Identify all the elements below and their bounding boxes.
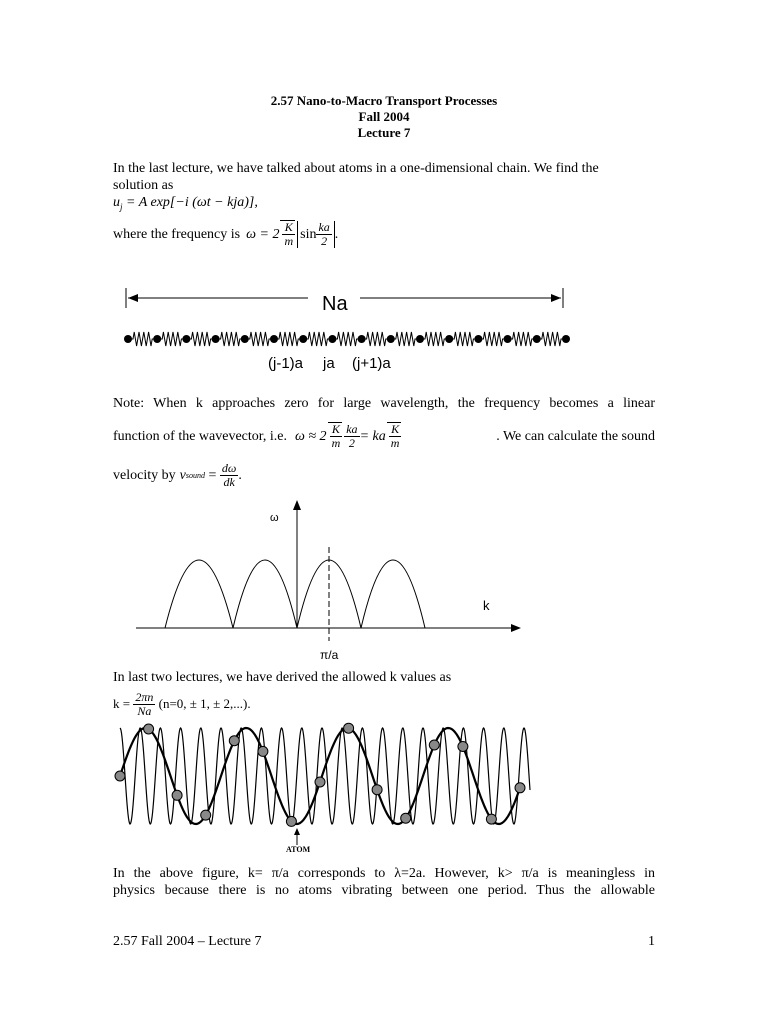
allowed-k-line: In last two lectures, we have derived the allowed k values as	[113, 670, 452, 685]
chain-atom	[124, 335, 132, 343]
spring	[420, 332, 449, 346]
dispersion-plot	[130, 495, 530, 665]
chain-atom	[358, 335, 366, 343]
approx-m2-den: m	[390, 436, 400, 450]
k-values-list: (n=0, ± 1, ± 2,...).	[155, 696, 251, 711]
spring	[128, 332, 157, 346]
note-line2-prefix: function of the wavevector, i.e.	[113, 428, 287, 444]
zone-boundary-label: π/a	[320, 648, 339, 662]
approx-k2-num: K	[389, 423, 402, 437]
chain-atom	[270, 335, 278, 343]
atom-marker	[258, 746, 268, 756]
spring	[362, 332, 391, 346]
short-wavelength-wave	[120, 728, 530, 824]
k-numerator: 2πn	[135, 689, 154, 704]
chain-atom	[504, 335, 512, 343]
pos-label-prev: (j-1)a	[268, 355, 304, 372]
chain-atom	[328, 335, 336, 343]
approx-m-den: m	[331, 436, 341, 450]
frequency-sqrt	[280, 220, 295, 248]
spring	[537, 332, 566, 346]
approx-eq-a: ω ≈ 2	[294, 428, 327, 444]
pos-label-current: ja	[323, 355, 335, 372]
solution-u: u	[113, 195, 120, 210]
atom-chain-diagram	[110, 285, 580, 375]
spring	[508, 332, 537, 346]
atom-marker	[229, 736, 239, 746]
allowed-k-equation	[113, 686, 251, 722]
note-line3-prefix: velocity by	[113, 467, 176, 483]
x-axis-arrow	[511, 624, 521, 632]
spring	[303, 332, 332, 346]
k-equals: k =	[113, 696, 134, 711]
note-line-2	[113, 416, 655, 456]
length-label: Na	[322, 293, 348, 315]
atom-label: ATOM	[286, 845, 311, 854]
atom-marker	[144, 724, 154, 734]
conclusion-line-2: physics because there is no atoms vibrating between one period. Thus the allowable	[113, 883, 655, 898]
frequency-prefix: where the frequency is	[113, 226, 241, 242]
v-subscript: sound	[185, 470, 205, 480]
atom-marker	[372, 785, 382, 795]
course-title: 2.57 Nano-to-Macro Transport Processes	[270, 93, 498, 108]
spring	[478, 332, 507, 346]
v-equals: =	[204, 467, 220, 483]
freq-ka-num: ka	[318, 219, 330, 234]
freq-m-den: m	[284, 234, 294, 248]
chain-atom	[153, 335, 161, 343]
chain-atom	[241, 335, 249, 343]
lecture-label: Lecture 7	[357, 125, 411, 140]
spring	[157, 332, 186, 346]
chain-atom	[182, 335, 190, 343]
spring	[332, 332, 361, 346]
atom-marker	[344, 723, 354, 733]
k-denominator: Na	[137, 703, 152, 718]
atom-marker	[286, 816, 296, 826]
note-line-3	[113, 456, 242, 494]
chain-atom	[387, 335, 395, 343]
atom-marker	[115, 771, 125, 781]
atom-marker	[515, 783, 525, 793]
atom-marker	[429, 740, 439, 750]
spring	[274, 332, 303, 346]
frequency-line	[113, 214, 338, 254]
dispersion-arch-1	[165, 560, 233, 628]
note-line2-suffix: . We can calculate the sound	[496, 428, 655, 444]
approx-2-den: 2	[348, 435, 355, 450]
frequency-omega: ω = 2	[246, 226, 280, 242]
freq-k-num: K	[282, 221, 295, 235]
freq-sin: sin	[300, 226, 317, 242]
atom-marker	[172, 790, 182, 800]
spring	[245, 332, 274, 346]
y-axis-label: ω	[270, 512, 279, 524]
atom-marker	[315, 777, 325, 787]
chain-atom	[299, 335, 307, 343]
chain-atom	[474, 335, 482, 343]
spring	[391, 332, 420, 346]
intro-line-2: solution as	[113, 178, 174, 193]
x-axis-label: k	[483, 598, 490, 613]
freq-end-dot: .	[334, 226, 339, 242]
approx-eq-b: = ka	[359, 428, 386, 444]
freq-2-den: 2	[321, 233, 328, 248]
atom-marker	[201, 810, 211, 820]
intro-line-1: In the last lecture, we have talked about atoms in a one-dimensional chain. We find the	[113, 161, 599, 176]
page-number: 1	[648, 934, 655, 949]
atom-marker	[458, 742, 468, 752]
spring	[449, 332, 478, 346]
v-symbol: v	[179, 467, 186, 483]
chain-atom	[416, 335, 424, 343]
approx-k-num: K	[330, 423, 343, 437]
note-line-1: Note: When k approaches zero for large wavelength, the frequency becomes a linear	[113, 396, 655, 411]
chain-atom	[562, 335, 570, 343]
dispersion-arch-4	[361, 560, 425, 628]
solution-subscript: j	[120, 201, 123, 212]
y-axis-arrow	[293, 500, 301, 510]
solution-equation	[113, 194, 258, 216]
frequency-abs	[297, 221, 335, 248]
d-omega: dω	[221, 460, 237, 475]
approx-ka-num: ka	[346, 421, 358, 436]
dispersion-arch-2	[233, 560, 297, 628]
term-label: Fall 2004	[358, 109, 410, 124]
d-k: dk	[223, 474, 235, 489]
spring	[216, 332, 245, 346]
wave-figure	[112, 722, 537, 854]
atom-marker	[401, 813, 411, 823]
chain-atom	[533, 335, 541, 343]
spring	[186, 332, 215, 346]
v-dot: .	[238, 467, 242, 483]
conclusion-line-1: In the above figure, k= π/a corresponds to λ=2a. However, k> π/a is meaningless in	[113, 866, 655, 881]
solution-rhs: = A exp[−i (ωt − kja)],	[122, 195, 258, 210]
spring-chain	[124, 332, 570, 346]
atom-pointer-head	[294, 828, 300, 835]
footer-left: 2.57 Fall 2004 – Lecture 7	[113, 934, 262, 949]
chain-atom	[212, 335, 220, 343]
chain-atom	[445, 335, 453, 343]
atom-marker	[486, 814, 496, 824]
pos-label-next: (j+1)a	[352, 355, 391, 372]
